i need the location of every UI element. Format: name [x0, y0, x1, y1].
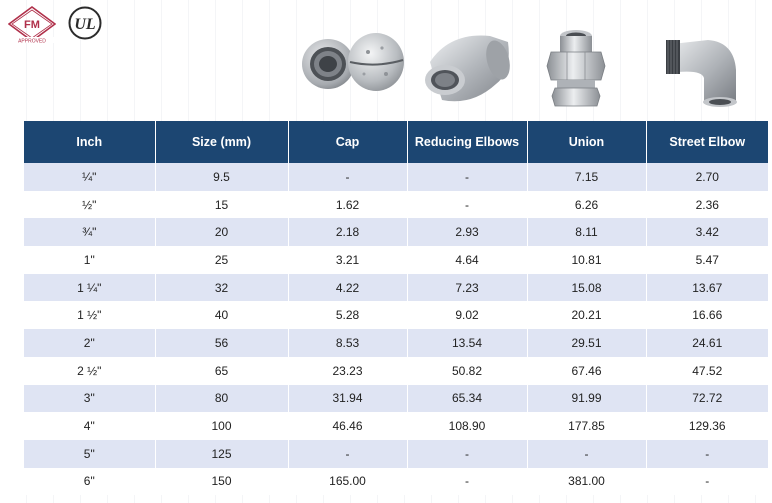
cell-reducing-elbows: -: [407, 440, 527, 468]
cell-inch: 6": [24, 468, 155, 496]
cell-union: 15.08: [527, 274, 646, 302]
cell-union: 7.15: [527, 163, 646, 191]
table-row: [24, 357, 768, 385]
cell-inch: 2 ½": [24, 357, 155, 385]
cell-size-mm: 56: [155, 329, 288, 357]
fm-logo-caption: APPROVED: [18, 38, 46, 44]
cell-size-mm: 80: [155, 385, 288, 413]
cell-inch: 1": [24, 246, 155, 274]
header-cap: Cap: [288, 121, 407, 163]
cell-cap: 23.23: [288, 357, 407, 385]
cell-cap: -: [288, 440, 407, 468]
cell-reducing-elbows: 108.90: [407, 412, 527, 440]
header-street-elbow: Street Elbow: [646, 121, 768, 163]
table-row: [24, 329, 768, 357]
cell-reducing-elbows: 65.34: [407, 385, 527, 413]
cell-cap: 5.28: [288, 301, 407, 329]
cell-union: 10.81: [527, 246, 646, 274]
fm-logo-mark: FM: [24, 19, 40, 31]
cell-inch: 1 ¼": [24, 274, 155, 302]
cell-street-elbow: 24.61: [646, 329, 768, 357]
cell-size-mm: 15: [155, 191, 288, 219]
cell-inch: 4": [24, 412, 155, 440]
cell-cap: 46.46: [288, 412, 407, 440]
cell-cap: 31.94: [288, 385, 407, 413]
cell-reducing-elbows: 2.93: [407, 218, 527, 246]
cell-size-mm: 40: [155, 301, 288, 329]
pipe-union-image: [545, 22, 607, 112]
cell-reducing-elbows: 7.23: [407, 274, 527, 302]
cell-size-mm: 125: [155, 440, 288, 468]
cell-cap: 8.53: [288, 329, 407, 357]
cell-inch: ¼": [24, 163, 155, 191]
cell-size-mm: 32: [155, 274, 288, 302]
ul-logo-mark: UL: [74, 16, 96, 33]
table-row: [24, 440, 768, 468]
cell-cap: 165.00: [288, 468, 407, 496]
cell-street-elbow: 47.52: [646, 357, 768, 385]
cell-reducing-elbows: 50.82: [407, 357, 527, 385]
cell-size-mm: 150: [155, 468, 288, 496]
pipe-cap-image: [298, 22, 408, 112]
cell-inch: ¾": [24, 218, 155, 246]
table-row: [24, 191, 768, 219]
table-row: [24, 468, 768, 496]
cell-union: 6.26: [527, 191, 646, 219]
cell-union: 29.51: [527, 329, 646, 357]
price-table: [24, 121, 768, 495]
cell-street-elbow: -: [646, 440, 768, 468]
table-row: [24, 246, 768, 274]
cell-union: 8.11: [527, 218, 646, 246]
cell-reducing-elbows: -: [407, 191, 527, 219]
cell-cap: 4.22: [288, 274, 407, 302]
product-images: [0, 22, 772, 112]
cell-union: 91.99: [527, 385, 646, 413]
cell-union: 20.21: [527, 301, 646, 329]
table-row: [24, 301, 768, 329]
cell-size-mm: 20: [155, 218, 288, 246]
cell-inch: 2": [24, 329, 155, 357]
header-size-mm: Size (mm): [155, 121, 288, 163]
table-row: [24, 385, 768, 413]
cell-inch: 3": [24, 385, 155, 413]
header-union: Union: [527, 121, 646, 163]
cell-inch: ½": [24, 191, 155, 219]
table-row: [24, 274, 768, 302]
header-reducing-elbows: Reducing Elbows: [407, 121, 527, 163]
cell-reducing-elbows: 9.02: [407, 301, 527, 329]
cell-cap: 3.21: [288, 246, 407, 274]
cell-size-mm: 100: [155, 412, 288, 440]
cell-size-mm: 9.5: [155, 163, 288, 191]
cell-union: 381.00: [527, 468, 646, 496]
table-header-row: [24, 121, 768, 163]
cell-union: 67.46: [527, 357, 646, 385]
cell-street-elbow: 72.72: [646, 385, 768, 413]
pipe-elbow-image: [420, 22, 512, 112]
cell-reducing-elbows: 4.64: [407, 246, 527, 274]
cell-size-mm: 25: [155, 246, 288, 274]
cell-cap: -: [288, 163, 407, 191]
cell-union: -: [527, 440, 646, 468]
cell-cap: 1.62: [288, 191, 407, 219]
cell-street-elbow: 2.70: [646, 163, 768, 191]
table-row: [24, 412, 768, 440]
cell-reducing-elbows: 13.54: [407, 329, 527, 357]
cell-street-elbow: 5.47: [646, 246, 768, 274]
header-inch: Inch: [24, 121, 155, 163]
cell-street-elbow: 129.36: [646, 412, 768, 440]
table-row: [24, 163, 768, 191]
cell-cap: 2.18: [288, 218, 407, 246]
cell-street-elbow: 16.66: [646, 301, 768, 329]
cell-reducing-elbows: -: [407, 163, 527, 191]
table-row: [24, 218, 768, 246]
cell-reducing-elbows: -: [407, 468, 527, 496]
cell-inch: 1 ½": [24, 301, 155, 329]
cell-union: 177.85: [527, 412, 646, 440]
cell-inch: 5": [24, 440, 155, 468]
cell-street-elbow: 2.36: [646, 191, 768, 219]
cell-street-elbow: 13.67: [646, 274, 768, 302]
street-elbow-image: [658, 22, 740, 112]
cell-street-elbow: 3.42: [646, 218, 768, 246]
cell-size-mm: 65: [155, 357, 288, 385]
cell-street-elbow: -: [646, 468, 768, 496]
